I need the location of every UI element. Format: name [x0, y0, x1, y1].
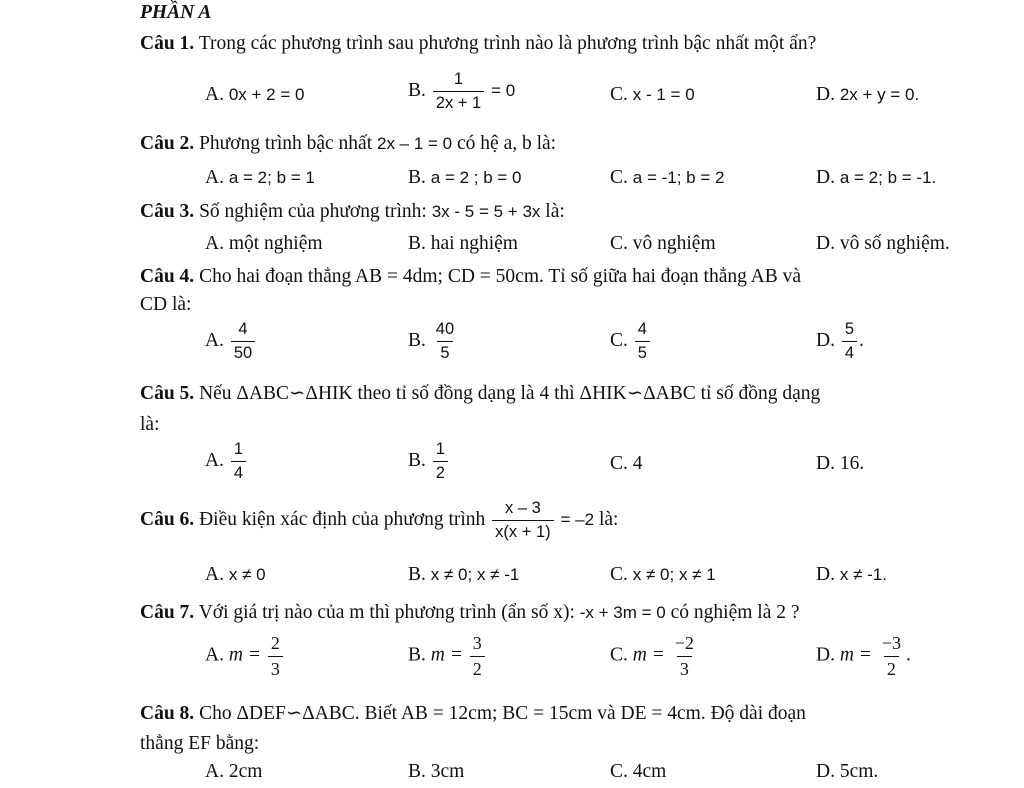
q3-option-c	[610, 233, 716, 255]
question-4-line-2: CD là:	[140, 294, 192, 315]
question-1	[140, 33, 816, 55]
question-8-line-1	[140, 701, 806, 725]
q7-option-b-label: B.	[408, 644, 426, 666]
q7-option-c-denominator: 3	[677, 656, 692, 680]
q6-option-a-label: A.	[205, 564, 224, 585]
q8-option-d-value: 5cm.	[839, 761, 879, 782]
q1-option-a	[205, 84, 304, 106]
q2-option-a	[205, 167, 315, 189]
question-6-label: Câu 6.	[140, 508, 195, 530]
q8-option-c-label: C.	[610, 761, 628, 782]
q1-option-c	[610, 84, 695, 106]
question-1-label: Câu 1.	[140, 33, 195, 54]
q4-option-a-denominator: 50	[231, 341, 255, 363]
q7-option-c-fraction	[672, 633, 697, 679]
q5-option-a-numerator: 1	[233, 440, 244, 458]
q4-option-a-fraction	[231, 320, 255, 363]
q4-option-c-denominator: 5	[635, 341, 650, 363]
q6-option-b-label: B.	[408, 564, 426, 585]
q7-option-b-denominator: 2	[470, 656, 485, 680]
q2-option-c	[610, 167, 724, 189]
q4-option-a-numerator: 4	[238, 320, 248, 338]
q1-option-b-label: B.	[408, 79, 426, 101]
q7-option-d-label: D.	[816, 644, 835, 666]
q3-option-b	[408, 233, 518, 255]
q2-option-a-label: A.	[205, 167, 224, 188]
q7-option-a-label: A.	[205, 644, 224, 666]
q8-option-b-label: B.	[408, 761, 426, 782]
question-7-text-before: Với giá trị nào của m thì phương trình (ẩn số x):	[198, 602, 575, 623]
q4-option-d-fraction	[842, 320, 857, 363]
q5-option-c-value: 4	[632, 453, 643, 474]
question-5-line-1	[140, 381, 820, 405]
q8-option-d-label: D.	[816, 761, 835, 782]
question-1-text: Trong các phương trình sau phương trình nào là phương trình bậc nhất một ẩn?	[198, 33, 817, 54]
q2-option-d	[816, 167, 936, 189]
question-6-rhs: = –2	[560, 509, 595, 529]
q7-option-b-fraction	[470, 633, 485, 679]
q4-option-c-label: C.	[610, 329, 628, 351]
q6-option-d	[816, 564, 887, 586]
q4-option-c	[610, 320, 652, 363]
q2-option-d-label: D.	[816, 167, 835, 188]
question-5-text: Nếu ΔABC∽ΔHIK theo tỉ số đồng dạng là 4 thì ΔHIK∽ΔABC tỉ số đồng dạng	[199, 383, 821, 404]
q7-option-b-lhs: m =	[430, 644, 463, 666]
q7-option-b-numerator: 3	[472, 633, 482, 653]
q3-option-d-label: D.	[816, 233, 835, 254]
q2-option-b-value: a = 2 ; b = 0	[430, 168, 522, 187]
question-8-text: Cho ΔDEF∽ΔABC. Biết AB = 12cm; BC = 15cm và DE = 4cm. Độ dài đoạn	[199, 703, 806, 724]
q7-option-d-suffix: .	[906, 644, 911, 666]
q8-option-a	[205, 761, 262, 783]
q3-option-a	[205, 233, 323, 255]
q3-option-d	[816, 233, 950, 255]
q8-option-c-value: 4cm	[632, 761, 667, 782]
question-6	[140, 499, 618, 542]
q5-option-a-denominator: 4	[231, 461, 246, 483]
q5-option-c	[610, 453, 643, 475]
q5-option-b	[408, 440, 450, 483]
q5-option-a	[205, 440, 248, 483]
q4-option-a-label: A.	[205, 329, 224, 351]
q1-option-d-label: D.	[816, 84, 835, 105]
q1-option-b-numerator: 1	[453, 70, 464, 88]
question-7-text-after: có nghiệm là 2 ?	[670, 602, 800, 623]
q1-option-b-rhs: = 0	[491, 80, 516, 100]
q7-option-d-fraction	[879, 633, 904, 679]
question-6-denominator: x(x + 1)	[492, 520, 553, 542]
q7-option-a-numerator: 2	[270, 633, 280, 653]
question-8-line-2: thẳng EF bằng:	[140, 733, 260, 754]
q5-option-d-label: D.	[816, 453, 835, 474]
q4-option-a	[205, 320, 257, 363]
q7-option-c	[610, 633, 699, 679]
question-6-numerator: x – 3	[505, 499, 541, 517]
q4-option-c-fraction	[635, 320, 650, 363]
q6-option-c-label: C.	[610, 564, 628, 585]
q4-option-c-numerator: 4	[637, 320, 647, 338]
q3-option-b-value: hai nghiệm	[430, 233, 518, 254]
q5-option-d-value: 16.	[839, 453, 865, 474]
q6-option-a	[205, 564, 266, 586]
q7-option-d	[816, 633, 911, 679]
question-2-equation: 2x – 1 = 0	[377, 134, 453, 153]
q5-option-b-fraction	[433, 440, 448, 483]
question-3-equation: 3x - 5 = 5 + 3x	[431, 202, 541, 221]
q7-option-c-label: C.	[610, 644, 628, 666]
q3-option-d-value: vô số nghiệm.	[839, 233, 950, 254]
q7-option-a	[205, 633, 285, 679]
question-7	[140, 602, 800, 624]
q4-option-d-denominator: 4	[842, 341, 857, 363]
q2-option-b	[408, 167, 522, 189]
q4-option-d-suffix: .	[859, 329, 864, 351]
q7-option-d-numerator: −3	[881, 633, 901, 653]
section-title: PHẦN A	[140, 2, 212, 23]
q1-option-c-label: C.	[610, 84, 628, 105]
q5-option-a-fraction	[231, 440, 246, 483]
q1-option-d	[816, 84, 919, 106]
q1-option-b-fraction	[433, 70, 484, 113]
q1-option-d-value: 2x + y = 0.	[839, 85, 920, 104]
q4-option-d	[816, 320, 864, 363]
q8-option-a-label: A.	[205, 761, 224, 782]
q3-option-c-value: vô nghiệm	[632, 233, 716, 254]
q4-option-d-numerator: 5	[844, 320, 855, 338]
question-2-label: Câu 2.	[140, 133, 195, 154]
q2-option-c-label: C.	[610, 167, 628, 188]
q7-option-d-lhs: m =	[839, 644, 872, 666]
q6-option-b	[408, 564, 519, 586]
q2-option-b-label: B.	[408, 167, 426, 188]
question-7-equation: -x + 3m = 0	[579, 603, 666, 622]
question-4-line-1	[140, 266, 801, 288]
q8-option-a-value: 2cm	[228, 761, 263, 782]
question-2-text-after: có hệ a, b là:	[457, 133, 557, 154]
question-6-text-before: Điều kiện xác định của phương trình	[199, 508, 486, 530]
q3-option-a-label: A.	[205, 233, 224, 254]
question-2	[140, 133, 556, 155]
question-4-label: Câu 4.	[140, 266, 195, 287]
q6-option-d-value: x ≠ -1.	[839, 565, 887, 584]
q4-option-b-label: B.	[408, 329, 426, 351]
q5-option-b-denominator: 2	[433, 461, 448, 483]
question-3-label: Câu 3.	[140, 201, 195, 222]
q4-option-b-denominator: 5	[437, 341, 452, 363]
q2-option-a-value: a = 2; b = 1	[228, 168, 315, 187]
question-6-text-after: là:	[598, 508, 619, 530]
q1-option-b	[408, 70, 515, 113]
q5-option-d	[816, 453, 864, 475]
question-3-text-after: là:	[545, 201, 565, 222]
q2-option-c-value: a = -1; b = 2	[632, 168, 725, 187]
q6-option-c	[610, 564, 716, 586]
question-3	[140, 201, 565, 223]
q1-option-a-label: A.	[205, 84, 224, 105]
q4-option-b	[408, 320, 459, 363]
q3-option-b-label: B.	[408, 233, 426, 254]
q2-option-d-value: a = 2; b = -1.	[839, 168, 937, 187]
question-4-text: Cho hai đoạn thẳng AB = 4dm; CD = 50cm. Tỉ số giữa hai đoạn thẳng AB và	[199, 266, 802, 287]
question-5-label: Câu 5.	[140, 383, 195, 404]
q5-option-c-label: C.	[610, 453, 628, 474]
q6-option-c-value: x ≠ 0; x ≠ 1	[632, 565, 716, 584]
q6-option-b-value: x ≠ 0; x ≠ -1	[430, 565, 520, 584]
q4-option-d-label: D.	[816, 329, 835, 351]
q8-option-c	[610, 761, 666, 783]
q5-option-b-numerator: 1	[435, 440, 445, 458]
q3-option-a-value: một nghiệm	[228, 233, 323, 254]
q7-option-c-lhs: m =	[632, 644, 665, 666]
q1-option-b-denominator: 2x + 1	[433, 91, 484, 113]
q1-option-c-value: x - 1 = 0	[632, 85, 695, 104]
q7-option-a-lhs: m =	[228, 644, 261, 666]
question-8-label: Câu 8.	[140, 703, 195, 724]
question-5-line-2: là:	[140, 414, 160, 435]
q7-option-b	[408, 633, 487, 679]
q3-option-c-label: C.	[610, 233, 628, 254]
question-7-label: Câu 7.	[140, 602, 195, 623]
q7-option-d-denominator: 2	[884, 656, 899, 680]
q7-option-a-denominator: 3	[268, 656, 283, 680]
q5-option-a-label: A.	[205, 449, 224, 471]
question-3-text-before: Số nghiệm của phương trình:	[199, 201, 427, 222]
q7-option-a-fraction	[268, 633, 283, 679]
q1-option-a-value: 0x + 2 = 0	[228, 85, 305, 104]
q6-option-d-label: D.	[816, 564, 835, 585]
q4-option-b-fraction	[433, 320, 457, 363]
question-6-fraction	[492, 499, 553, 542]
question-2-text-before: Phương trình bậc nhất	[199, 133, 373, 154]
q7-option-c-numerator: −2	[674, 633, 694, 653]
q5-option-b-label: B.	[408, 449, 426, 471]
q8-option-b	[408, 761, 464, 783]
q4-option-b-numerator: 40	[435, 320, 455, 338]
q6-option-a-value: x ≠ 0	[228, 565, 266, 584]
q8-option-b-value: 3cm	[430, 761, 465, 782]
q8-option-d	[816, 761, 878, 783]
